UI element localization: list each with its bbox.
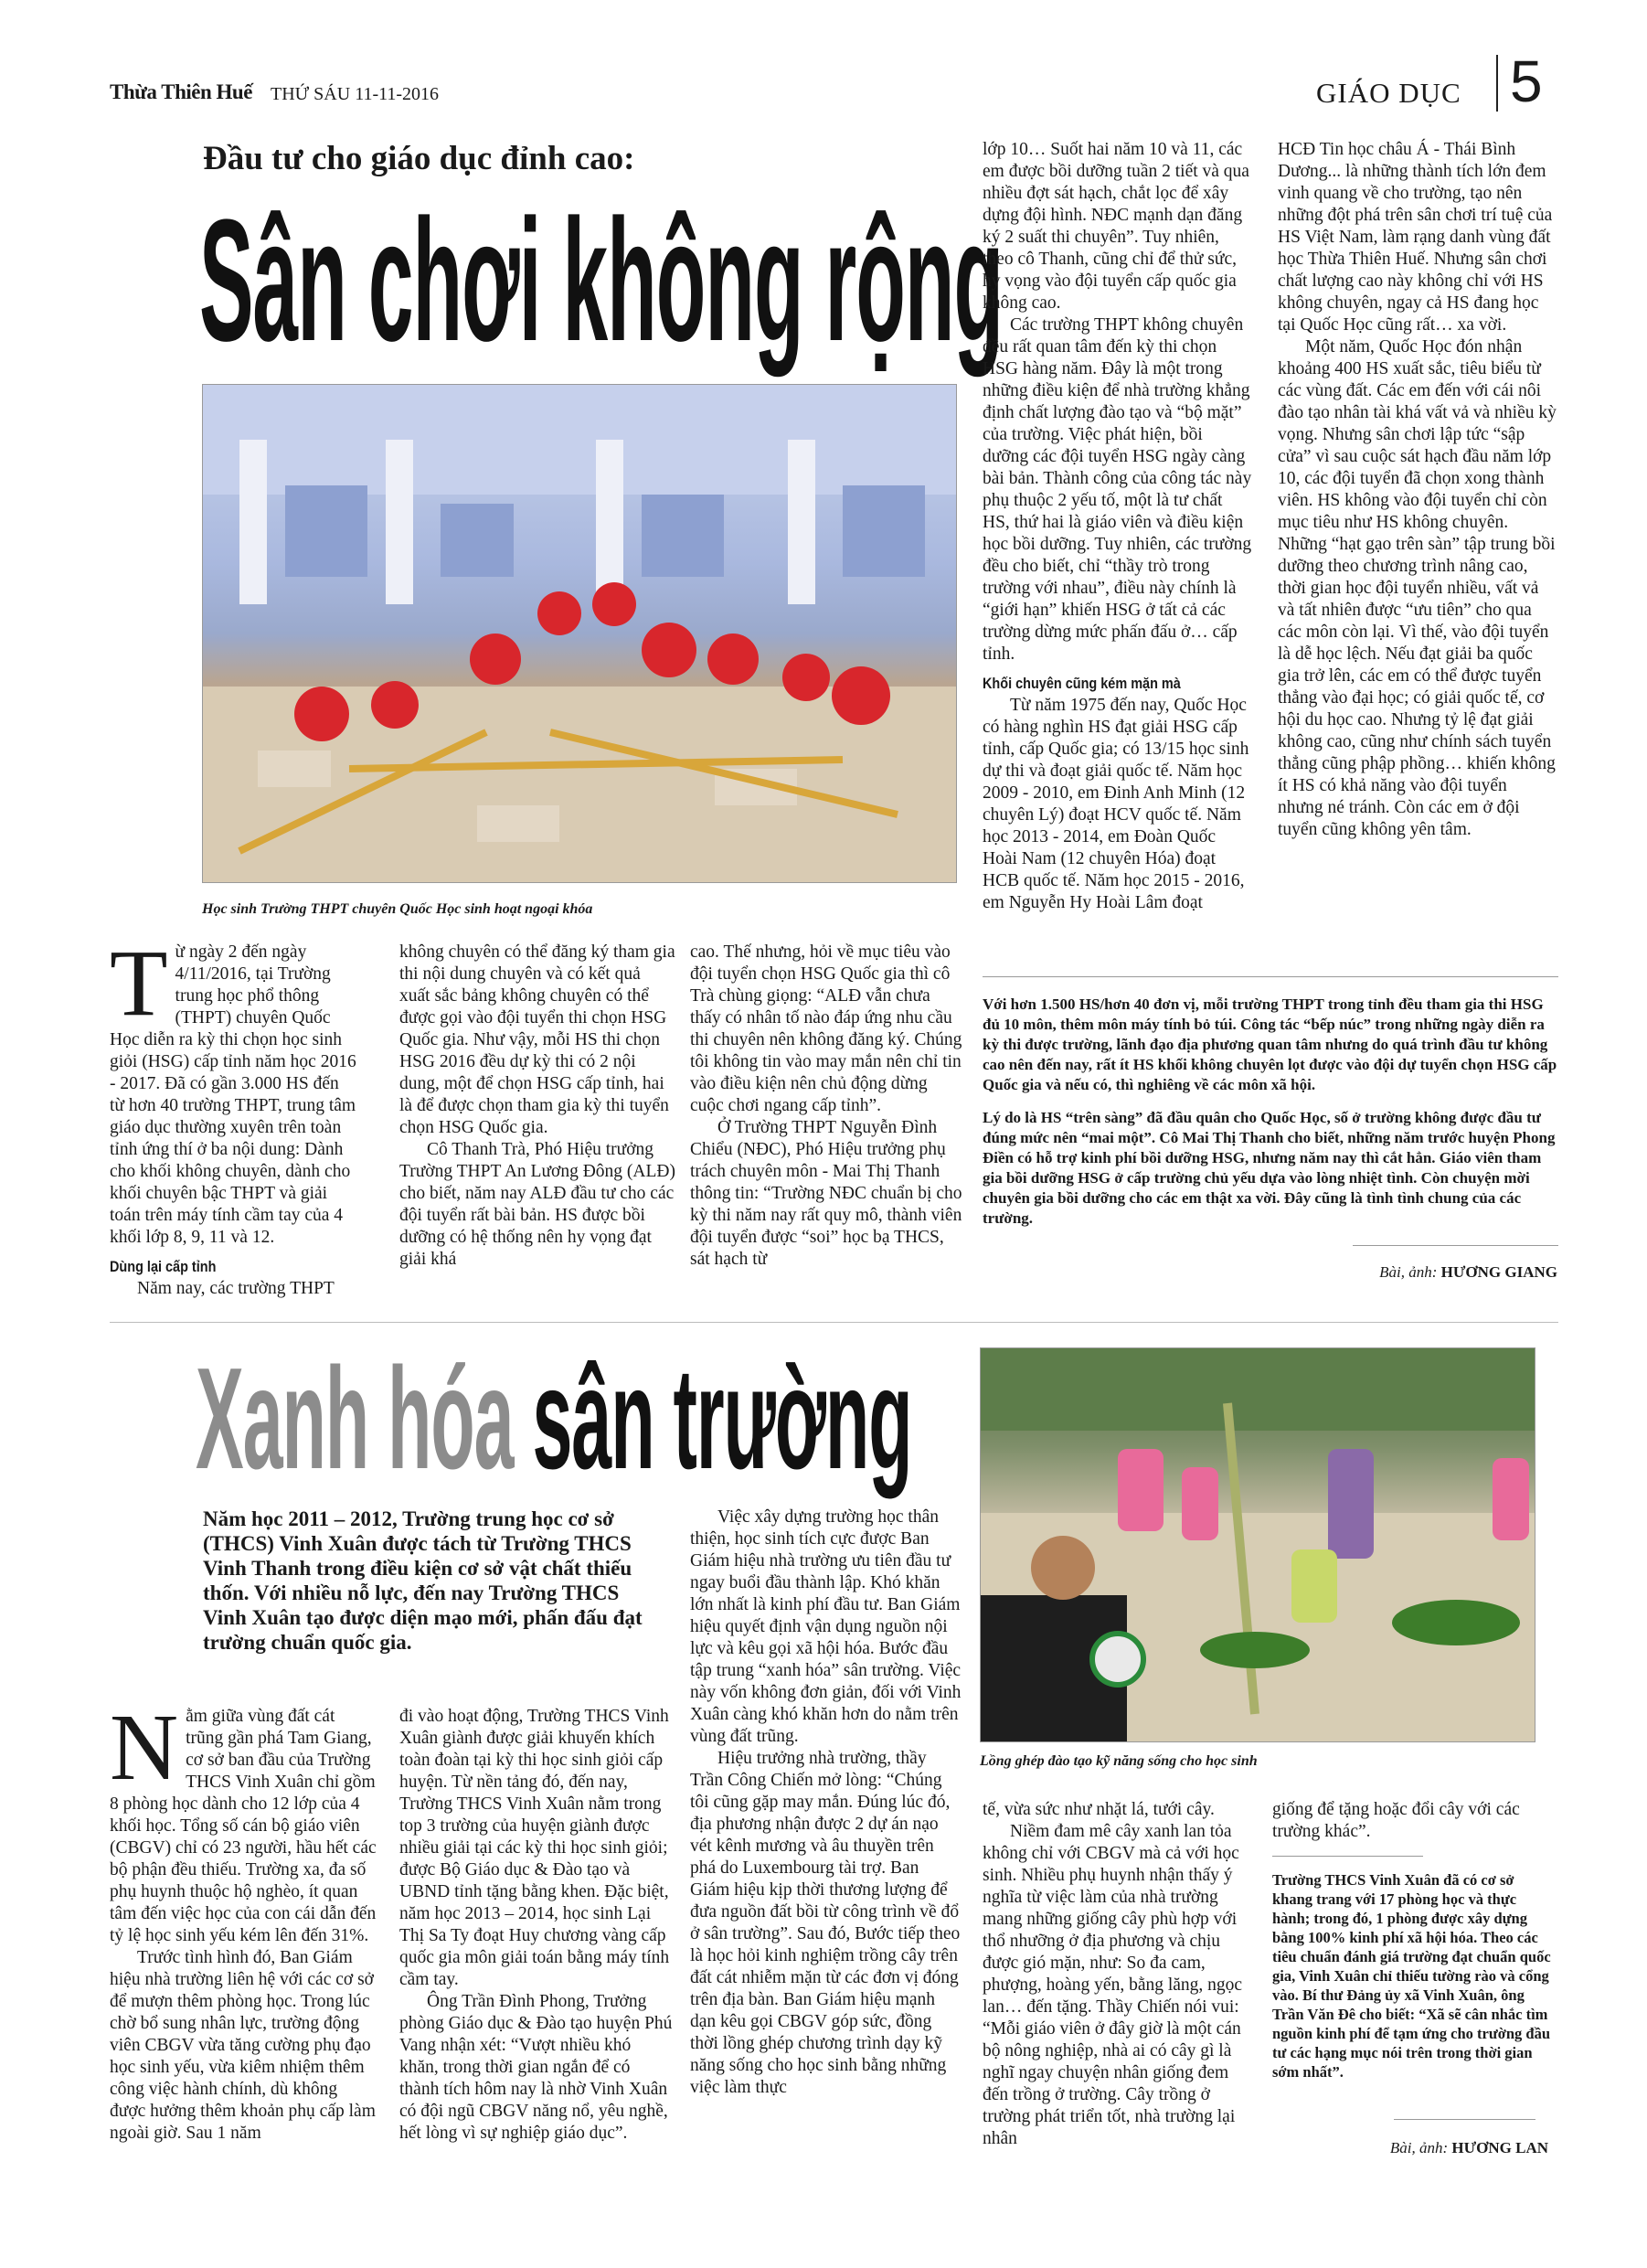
page-number: 5 <box>1510 48 1543 114</box>
section-name: GIÁO DỤC <box>1316 77 1461 109</box>
paragraph: lớp 10… Suốt hai năm 10 và 11, các em được bồi dưỡng tuần 2 tiết và qua nhiều đợt sát hạch, chắt lọc để xây dựng đội hình. NĐC mạnh dạn đăng ký 2 suất thi chuyên”. Tuy nhiên, theo cô Thanh, cũng chỉ để thử sức, hy vọng vào đội tuyển cấp quốc gia không cao. <box>983 140 1249 313</box>
drop-cap: N <box>110 1695 179 1800</box>
paragraph: Trước tình hình đó, Ban Giám hiệu nhà trường liên hệ với các cơ sở để mượn thêm phòng học. Trong lúc chờ bổ sung nhân lực, trường động viên CBGV vừa tăng cường phụ đạo học sinh yếu, vừa kiêm nhiệm thêm công việc hành chính, dù không được hưởng thêm khoản phụ cấp làm ngoài giờ. Sau 1 năm <box>110 1948 376 2143</box>
newspaper-name: Thừa Thiên Huế <box>110 80 252 103</box>
article1-title: Sân chơi không rộng <box>199 184 1004 378</box>
drop-cap: T <box>110 931 168 1036</box>
article2-column-1 <box>110 1695 377 2145</box>
issue-date: THỨ SÁU 11-11-2016 <box>271 84 440 104</box>
article2-caption: Lồng ghép đào tạo kỹ năng sống cho học sinh <box>980 1753 1258 1769</box>
paragraph: Hiệu trưởng nhà trường, thầy Trần Công Chiến mở lòng: “Chúng tôi cũng gặp may mắn. Đúng lúc đó, địa phương nhận được 2 dự án nạo vét kênh mương và âu thuyền trên phá do Luxembourg tài trợ. Ban Giám hiệu kịp thời thương lượng để đưa nguồn đất bồi từ công trình về đổ ở sân trường”. Sau đó, Bước tiếp theo là học hỏi kinh nghiệm trồng cây trên đất cát nhiễm mặn từ các đơn vị đóng trên địa bàn. Ban Giám hiệu mạnh dạn kêu gọi CBGV góp sức, đồng thời lồng ghép chương trình dạy kỹ năng sống cho học sinh bằng những việc làm thực <box>690 1749 961 2097</box>
paragraph: Một năm, Quốc Học đón nhận khoảng 400 HS xuất sắc, tiêu biểu từ các vùng đất. Các em đến với cái nôi đào tạo nhân tài khá vất vả và nhiều kỳ vọng. Nhưng sân chơi lập tức “sập cửa” vì sau cuộc sát hạch đầu năm lớp 10, các đội tuyển đã chọn xong thành viên. HS không vào đội tuyển chỉ còn mục tiêu như HS không chuyên. Những “hạt gạo trên sàn” tập trung bồi dưỡng theo chương trình nâng cao, thời gian học đội tuyển nhiều, vất vả và tất nhiên được “ưu tiên” cho qua các môn còn lại. Vì thế, vào đội tuyển là dễ học lệch. Nếu đạt giải ba quốc gia trở lên, các em có thể được tuyển thẳng vào đại học; có giải quốc tế, cơ hội du học cao. Nhưng tỷ lệ đạt giải không cao, cũng như chính sách tuyển thẳng cũng phập phồng… khiến không ít HS có khả năng vào đội tuyển nhưng né tránh. Còn các em ở đội tuyển cũng không yên tâm. <box>1278 337 1557 839</box>
paragraph: Năm nay, các trường THPT <box>137 1279 335 1298</box>
highlight-paragraph: Với hơn 1.500 HS/hơn 40 đơn vị, mỗi trường THPT trong tỉnh đều tham gia thi HSG đủ 10 môn, thêm môn máy tính bỏ túi. Công tác “bếp núc” trong những ngày diễn ra kỳ thi được trường, lãnh đạo địa phương quan tâm nhưng do quá trình đầu tư không cao nên đến nay, rất ít HS khối không chuyên lọt được vào đội dự tuyển chọn HSG cấp Quốc gia và nếu có, thì nghiêng về các môn xã hội. <box>983 996 1557 1093</box>
article2-highlight-box: Trường THCS Vinh Xuân đã có cơ sở khang trang với 17 phòng học và thực hành; trong đó, 1 phòng được xây dựng bằng 100% kinh phí xã hội hóa. Theo các tiêu chuẩn đánh giá trường đạt chuẩn quốc gia, Vinh Xuân chỉ thiếu tường rào và cổng vào. Bí thư Đảng ủy xã Vinh Xuân, ông Trần Văn Đê cho biết: “Xã sẽ cân nhắc tìm nguồn kinh phí để tạm ứng cho trường đầu tư các hạng mục nói trên trong thời gian sớm nhất”. <box>1272 1871 1551 2081</box>
article2-column-3 <box>690 1507 962 2099</box>
article1-caption: Học sinh Trường THPT chuyên Quốc Học sinh hoạt ngoại khóa <box>202 901 593 917</box>
paragraph: Từ năm 1975 đến nay, Quốc Học có hàng nghìn HS đạt giải HSG cấp tỉnh, cấp Quốc gia; có 13/15 học sinh dự thi và đoạt giải quốc tế. Năm học 2009 - 2010, em Đinh Anh Minh (12 chuyên Lý) đoạt HCV quốc tế. Năm học 2013 - 2014, em Đoàn Quốc Hoài Nam (12 chuyên Hóa) đoạt HCB quốc tế. Năm học 2015 - 2016, em Nguyễn Hy Hoài Lâm đoạt <box>983 696 1249 912</box>
students-planting-image <box>981 1348 1535 1742</box>
paragraph: HCĐ Tin học châu Á - Thái Bình Dương... là những thành tích lớn đem vinh quang về cho trường, tạo nên những đột phá trên sân chơi trí tuệ của HS Việt Nam, làm rạng danh vùng đất học Thừa Thiên Huế. Nhưng sân chơi chất lượng cao này không chỉ với HS không chuyên, ngay cả HS đang học tại Quốc Học cũng rất… xa vời. <box>1278 140 1553 335</box>
paragraph: đi vào hoạt động, Trường THCS Vinh Xuân giành được giải khuyến khích toàn đoàn tại kỳ thi học sinh giỏi cấp huyện. Từ nền tảng đó, đến nay, Trường THCS Vinh Xuân nằm trong top 3 trường của huyện giành được nhiều giải tại các kỳ thi học sinh giỏi; được Bộ Giáo dục & Đào tạo và UBND tỉnh tặng bằng khen. Đặc biệt, năm học 2013 – 2014, học sinh Lại Thị Sa Ty đoạt Huy chương vàng cấp quốc gia môn giải toán bằng máy tính cầm tay. <box>399 1707 670 1989</box>
paragraph: Cô Thanh Trà, Phó Hiệu trưởng Trường THPT An Lương Đông (ALĐ) cho biết, năm nay ALĐ đầu tư cho các đội tuyển rất bài bản. HS được bồi dưỡng có hệ thống nên hy vọng đạt giải khá <box>399 1140 675 1269</box>
paragraph: giống để tặng hoặc đổi cây với các trường khác”. <box>1272 1800 1520 1841</box>
header-divider <box>1496 55 1498 112</box>
paragraph: cao. Thế nhưng, hỏi về mục tiêu vào đội tuyển chọn HSG Quốc gia thì cô Trà chùng giọng: “ALĐ vẫn chưa thấy có nhân tố nào đáp ứng nhu cầu thi chuyên nên không đăng ký. Chúng tôi không tin vào may mắn nên chỉ tin vào điều kiện nên chủ động dừng cuộc chơi ngang cấp tỉnh”. <box>690 942 962 1115</box>
article2-column-5 <box>1272 1799 1556 1843</box>
article1-column-5 <box>1278 139 1557 841</box>
highlight-paragraph: Lý do là HS “trên sàng” đã đầu quân cho Quốc Học, số ở trường không được đầu tư đúng mức nên “mai một”. Cô Mai Thị Thanh cho biết, những năm trước huyện Phong Điền có hỗ trợ kinh phí bồi dưỡng HSG, nhưng năm nay thì cắt hẳn. Giáo viên tham gia bồi dưỡng HSG ở cấp trường chủ yếu dựa vào lòng nhiệt tình. Còn chuyện mời chuyên gia bồi dưỡng cho các em thật xa vời. Đây cũng là tình tình chung của các trường. <box>983 1109 1556 1227</box>
paragraph: ừ ngày 2 đến ngày 4/11/2016, tại Trường trung học phổ thông (THPT) chuyên Quốc Học diễn ra kỳ thi chọn học sinh giỏi (HSG) cấp tỉnh năm học 2016 - 2017. Đã có gần 3.000 HS đến từ hơn 40 trường THPT, trung tâm giáo dục thường xuyên trên toàn tỉnh ứng thí ở ba nội dung: Dành cho khối không chuyên, dành cho khối chuyên bậc THPT và giải toán trên máy tính cầm tay của 4 khối lớp 8, 9, 11 và 12. <box>110 942 356 1247</box>
paragraph: Ở Trường THPT Nguyễn Đình Chiểu (NĐC), Phó Hiệu trưởng phụ trách chuyên môn - Mai Thị Thanh thông tin: “Trường NĐC chuẩn bị cho kỳ thi năm nay rất quy mô, thành viên đội tuyển được “soi” học bạ THCS, sát hạch từ <box>690 1118 962 1269</box>
article2-lede: Năm học 2011 – 2012, Trường trung học cơ sở (THCS) Vinh Xuân được tách từ Trường THCS Vinh Thanh trong điều kiện cơ sở vật chất thiếu thốn. Với nhiều nỗ lực, đến nay Trường THCS Vinh Xuân tạo được diện mạo mới, phấn đấu đạt trường chuẩn quốc gia. <box>203 1507 643 1654</box>
subheading: Khối chuyên cũng kém mặn mà <box>983 675 1181 692</box>
article1-kicker: Đầu tư cho giáo dục đỉnh cao: <box>203 140 635 177</box>
paragraph: ằm giữa vùng đất cát trũng gần phá Tam Giang, cơ sở ban đầu của Trường THCS Vinh Xuân chỉ gồm 8 phòng học dành cho 12 lớp của 4 khối học. Tổng số cán bộ giáo viên (CBGV) chỉ có 23 người, hầu hết các bộ phận đều thiếu. Trường xa, đa số phụ huynh thuộc hộ nghèo, ít quan tâm đến việc học của con cái dẫn đến tỷ lệ học sinh yếu kém lên đến 31%. <box>110 1707 377 1945</box>
article2-column-4 <box>983 1799 1248 2150</box>
article1-byline: Bài, ảnh: HƯƠNG GIANG <box>1379 1263 1557 1281</box>
section-divider <box>110 1322 1558 1323</box>
article1-column-2 <box>399 942 675 1271</box>
divider <box>1272 1856 1423 1857</box>
divider <box>1394 2119 1535 2120</box>
divider <box>1353 1245 1558 1246</box>
paragraph: không chuyên có thể đăng ký tham gia thi nội dung chuyên và có kết quả xuất sắc bảng không chuyên có thể được gọi vào đội tuyển thi chọn HSG Quốc gia. Như vậy, mỗi HS thi chọn HSG 2016 đều dự kỳ thi có 2 nội dung, một để chọn HSG cấp tỉnh, hai là để được chọn tham gia kỳ thi tuyển chọn HSG Quốc gia. <box>399 942 675 1137</box>
article2-title: Xanh hóa sân trường <box>196 1338 912 1499</box>
article1-column-4 <box>983 139 1252 914</box>
article1-column-1 <box>110 931 356 1300</box>
article2-column-2 <box>399 1706 674 2145</box>
divider <box>983 976 1558 977</box>
paragraph: Các trường THPT không chuyên đều rất quan tâm đến kỳ thi chọn HSG hàng năm. Đây là một trong những điều kiện để nhà trường khẳng định chất lượng đào tạo và “bộ mặt” của trường. Việc phát hiện, bồi dưỡng các đội tuyển HSG ngày càng bài bản. Thành công của công tác này phụ thuộc 2 yếu tố, một là tư chất HS, thứ hai là giáo viên và điều kiện học bồi dưỡng. Tuy nhiên, các trường đều cho biết, chỉ “thầy trò trong trường với nhau”, điều này chính là “giới hạn” khiến HSG ở tất cả các trường dừng mức phấn đấu ở… cấp tỉnh. <box>983 315 1252 664</box>
article1-column-3 <box>690 942 964 1271</box>
paragraph: Việc xây dựng trường học thân thiện, học sinh tích cực được Ban Giám hiệu nhà trường ưu tiên đầu tư ngay buổi đầu thành lập. Khó khăn lớn nhất là kinh phí đầu tư. Ban Giám hiệu quyết định vận dụng nguồn nội lực và kêu gọi xã hội hóa. Bước đầu tập trung “xanh hóa” sân trường. Việc này vốn không đơn giản, đối với Vinh Xuân càng khó khăn hơn do nằm trên vùng đất trũng. <box>690 1507 962 1746</box>
article1-highlight-box <box>983 995 1558 1241</box>
paragraph: Niềm đam mê cây xanh lan tỏa không chỉ với CBGV mà cả với học sinh. Nhiều phụ huynh nhận thấy ý nghĩa từ việc làm của nhà trường mang những giống cây phù hợp với thổ nhưỡng ở địa phương và chịu được gió mặn, như: So đa cam, phượng, hoàng yến, bằng lăng, ngọc lan… đến tặng. Thầy Chiến nói vui: “Mỗi giáo viên ở đây giờ là một cán bộ nông nghiệp, nhà ai có cây gì là nghĩ ngay chuyện nhân giống đem đến trồng ở trường. Cây trồng ở trường phát triển tốt, nhà trường lại nhân <box>983 1822 1243 2148</box>
subheading: Dùng lại cấp tỉnh <box>110 1258 217 1275</box>
paragraph: Ông Trần Đình Phong, Trưởng phòng Giáo dục & Đào tạo huyện Phú Vang nhận xét: “Vượt nhiều khó khăn, trong thời gian ngắn để có thành tích hôm nay là nhờ Vinh Xuân có đội ngũ CBGV năng nổ, yêu nghề, hết lòng vì sự nghiệp giáo dục”. <box>399 1992 673 2143</box>
article2-byline: Bài, ảnh: HƯƠNG LAN <box>1389 2139 1548 2156</box>
paragraph: tế, vừa sức như nhặt lá, tưới cây. <box>983 1800 1215 1819</box>
students-activity-image <box>203 385 957 883</box>
article1-photo <box>202 384 957 883</box>
article2-photo <box>980 1347 1535 1742</box>
